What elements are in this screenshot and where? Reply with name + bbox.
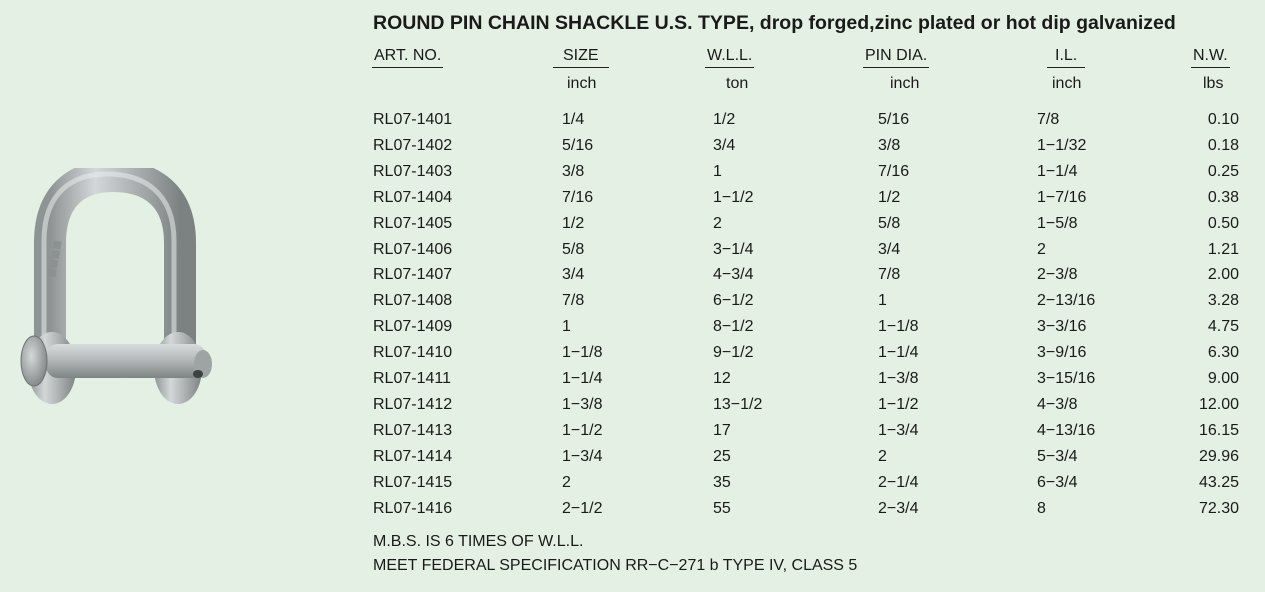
unit-wll: ton [726,75,749,92]
size-cell: 1−1/4 [562,370,603,387]
art-no-cell: RL07-1416 [373,499,453,517]
nw-cell: 4.75 [1207,318,1239,336]
nw-cell: 0.10 [1207,111,1239,128]
art-no-cell: RL07-1406 [373,240,453,258]
il-cell: 3−15/16 [1037,370,1096,387]
art-no-cell: RL07-1404 [373,188,453,206]
size-cell: 3/4 [562,266,585,284]
nw-cell: 3.28 [1207,292,1239,310]
size-cell: 1−3/8 [562,395,603,413]
page-title: ROUND PIN CHAIN SHACKLE U.S. TYPE, drop forged,zinc plated or hot dip galvanized [373,12,1176,34]
nw-cell: 12.00 [1198,395,1239,413]
pin-dia-cell: 1/2 [878,188,901,206]
wll-cell: 13−1/2 [713,395,763,413]
wll-cell: 2 [713,214,722,232]
nw-cell: 0.38 [1207,188,1239,206]
il-cell: 5−3/4 [1037,447,1078,465]
pin-dia-cell: 1−1/2 [878,395,919,413]
svg-text:■■■■: ■■■■ [46,239,64,279]
il-cell: 1−1/32 [1037,136,1087,154]
pin-dia-cell: 7/8 [878,266,901,284]
pin-dia-cell: 2−3/4 [878,499,919,517]
art-no-cell: RL07-1405 [373,214,453,232]
art-no-cell: RL07-1413 [373,421,453,439]
size-cell: 1−3/4 [562,447,603,465]
il-cell: 4−13/16 [1037,421,1096,439]
size-cell: 2 [562,473,571,491]
il-cell: 6−3/4 [1037,473,1078,491]
header-size: SIZE [553,46,609,68]
size-cell: 1 [562,318,571,336]
il-cell: 3−3/16 [1037,318,1087,336]
pin-dia-cell: 1−3/8 [878,370,919,387]
art-no-cell: RL07-1409 [373,318,453,336]
wll-cell: 8−1/2 [713,318,754,336]
wll-cell: 55 [713,499,731,517]
size-cell: 1/2 [562,214,585,232]
pin-dia-cell: 5/16 [878,111,910,128]
size-cell: 7/8 [562,292,585,310]
wll-cell: 17 [713,421,731,439]
pin-dia-cell: 3/8 [878,136,901,154]
size-cell: 2−1/2 [562,499,603,517]
art-no-cell: RL07-1402 [373,136,453,154]
il-cell: 8 [1037,499,1046,517]
il-cell: 1−7/16 [1037,188,1087,206]
il-cell: 2−3/8 [1037,266,1078,284]
art-no-cell: RL07-1414 [373,447,453,465]
il-cell: 2 [1037,240,1046,258]
pin-dia-cell: 1−1/4 [878,344,919,362]
pin-dia-cell: 2−1/4 [878,473,919,491]
pin-dia-cell: 3/4 [878,240,901,258]
nw-cell: 72.30 [1198,499,1239,517]
unit-il: inch [1052,75,1082,92]
size-cell: 5/16 [562,136,594,154]
art-no-cell: RL07-1412 [373,395,453,413]
wll-cell: 9−1/2 [713,344,754,362]
nw-cell: 9.00 [1207,370,1239,387]
wll-cell: 4−3/4 [713,266,754,284]
wll-cell: 1/2 [713,111,736,128]
pin-dia-cell: 1−3/4 [878,421,919,439]
wll-cell: 3/4 [713,136,736,154]
pin-dia-cell: 7/16 [878,162,910,180]
unit-size: inch [567,75,597,92]
il-cell: 7/8 [1037,111,1060,128]
size-cell: 3/8 [562,162,585,180]
header-pin-dia: PIN DIA. [863,46,929,68]
art-no-cell: RL07-1407 [373,266,453,284]
nw-cell: 6.30 [1207,344,1239,362]
wll-cell: 6−1/2 [713,292,754,310]
header-art-no: ART. NO. [372,46,443,68]
il-cell: 4−3/8 [1037,395,1078,413]
nw-cell: 1.21 [1207,240,1239,258]
nw-cell: 0.50 [1207,214,1239,232]
pin-dia-cell: 1 [878,292,887,310]
note-federal-spec: MEET FEDERAL SPECIFICATION RR−C−271 b TYPE IV, CLASS 5 [373,557,858,574]
art-no-cell: RL07-1410 [373,344,453,362]
nw-cell: 2.00 [1207,266,1239,284]
wll-cell: 35 [713,473,731,491]
wll-cell: 1 [713,162,722,180]
il-cell: 2−13/16 [1037,292,1096,310]
size-cell: 7/16 [562,188,594,206]
il-cell: 1−5/8 [1037,214,1078,232]
nw-cell: 16.15 [1198,421,1239,439]
header-il: I.L. [1047,46,1085,68]
unit-pin-dia: inch [890,75,920,92]
il-cell: 1−1/4 [1037,162,1078,180]
wll-cell: 12 [713,370,731,387]
wll-cell: 1−1/2 [713,188,754,206]
wll-cell: 3−1/4 [713,240,754,258]
nw-cell: 43.25 [1198,473,1239,491]
pin-dia-cell: 5/8 [878,214,901,232]
art-no-cell: RL07-1401 [373,111,453,128]
size-cell: 1−1/8 [562,344,603,362]
nw-cell: 0.18 [1207,136,1239,154]
note-mbs: M.B.S. IS 6 TIMES OF W.L.L. [373,533,584,550]
size-cell: 5/8 [562,240,585,258]
size-cell: 1/4 [562,111,585,128]
nw-cell: 29.96 [1198,447,1239,465]
pin-dia-cell: 1−1/8 [878,318,919,336]
il-cell: 3−9/16 [1037,344,1087,362]
shackle-image [10,168,240,438]
art-no-cell: RL07-1411 [373,370,451,387]
header-nw: N.W. [1191,46,1230,68]
header-wll: W.L.L. [705,46,754,68]
art-no-cell: RL07-1408 [373,292,453,310]
art-no-cell: RL07-1415 [373,473,453,491]
unit-nw: lbs [1203,75,1224,92]
pin-dia-cell: 2 [878,447,887,465]
art-no-cell: RL07-1403 [373,162,453,180]
nw-cell: 0.25 [1207,162,1239,180]
wll-cell: 25 [713,447,731,465]
size-cell: 1−1/2 [562,421,603,439]
